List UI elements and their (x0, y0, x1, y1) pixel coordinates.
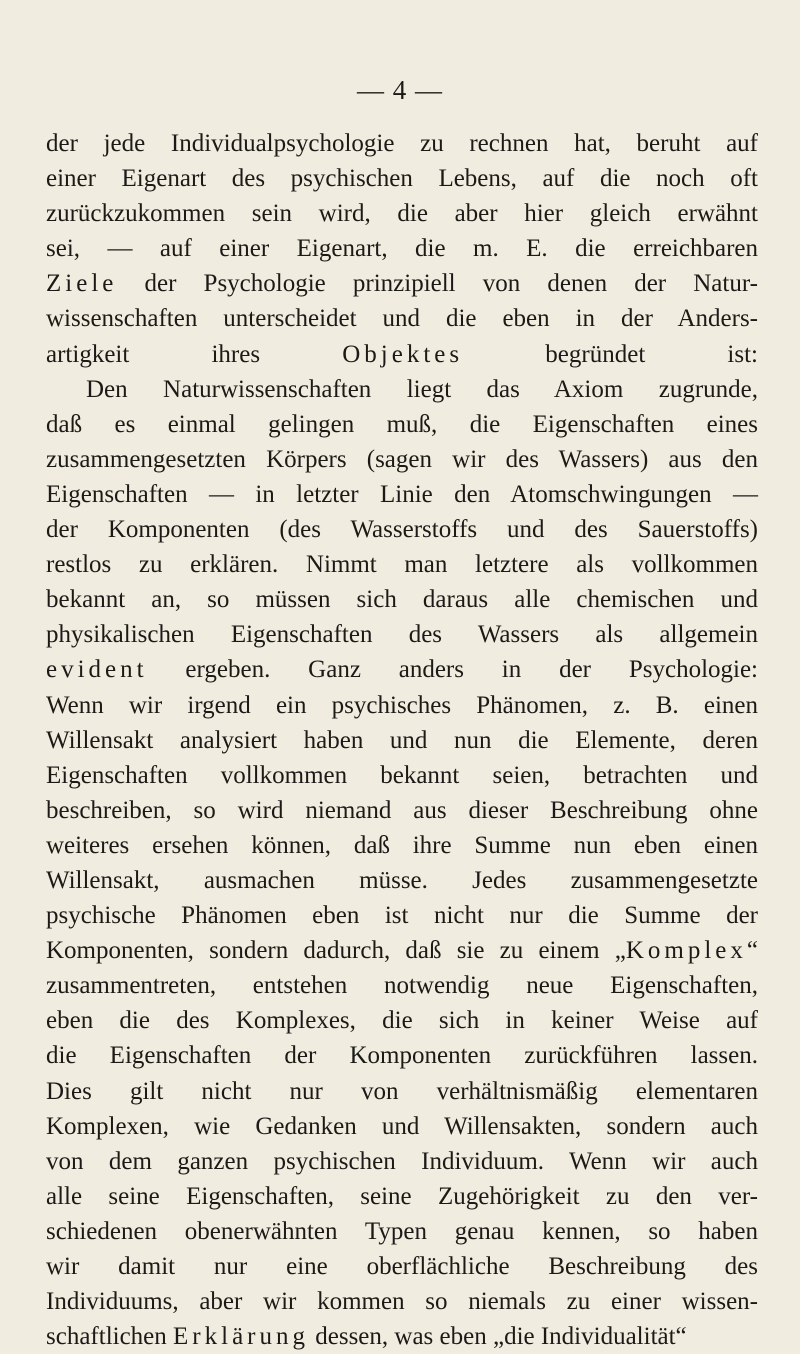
text-line (46, 477, 758, 512)
text-segment: der Komponenten (des Wasserstoffs und des Sauerstoffs) (46, 516, 758, 544)
text-line (46, 652, 758, 687)
emphasized-word: Erklärung (173, 1323, 309, 1351)
text-segment: sei, — auf einer Eigenart, die m. E. die erreichbaren (46, 235, 758, 263)
text-segment: der jede Individualpsychologie zu rechnen hat, beruht auf (46, 130, 758, 157)
text-segment: schiedenen obenerwähnten Typen genau kennen, so haben (46, 1217, 758, 1245)
text-segment: wir damit nur eine oberflächliche Beschreibung des (46, 1253, 758, 1280)
text-segment: zurückzukommen sein wird, die aber hier gleich erwähnt (46, 200, 758, 228)
text-segment: Komplexen, wie Gedanken und Willensakten, sondern auch (46, 1112, 758, 1140)
text-segment: psychische Phänomen eben ist nicht nur die Summe der (46, 902, 758, 930)
text-segment: von dem ganzen psychischen Individuum. Wenn wir auch (46, 1147, 758, 1175)
text-segment: der Psychologie prinzipiell von denen der Natur- (117, 270, 758, 298)
text-line (46, 617, 758, 652)
text-line (46, 688, 758, 723)
emphasized-word: Komplex (625, 937, 747, 965)
text-segment: die Eigenschaften der Komponenten zurückführen lassen. (46, 1042, 758, 1070)
text-line (46, 442, 758, 477)
text-segment: schaftlichen (46, 1323, 174, 1351)
text-line (46, 758, 758, 793)
text-segment: weiteres ersehen können, daß ihre Summe nun eben einen (46, 831, 758, 859)
text-line (46, 231, 758, 266)
text-line (46, 863, 758, 898)
text-line (46, 547, 758, 582)
text-segment: zusammentreten, entstehen notwendig neue Eigenschaften, (46, 972, 758, 1000)
text-line (46, 1249, 758, 1284)
text-segment: Komponenten, sondern dadurch, daß sie zu einem „ (46, 937, 626, 965)
body-text (46, 126, 758, 1354)
text-line (46, 1144, 758, 1179)
text-line (46, 828, 758, 863)
text-line (46, 126, 758, 161)
text-segment: Eigenschaften vollkommen bekannt seien, betrachten und (46, 761, 758, 789)
text-line (46, 1319, 758, 1354)
page-number: — 4 — (357, 75, 443, 105)
text-line (46, 1003, 758, 1038)
text-segment: Willensakt analysiert haben und nun die Elemente, deren (46, 726, 758, 754)
text-segment: Individuums, aber wir kommen so niemals zu einer wissen- (46, 1288, 758, 1316)
text-line (46, 582, 758, 617)
emphasized-word: Ziele (46, 270, 118, 298)
emphasized-word: evident (46, 656, 148, 684)
text-line (46, 1074, 758, 1109)
text-segment: dessen, was eben „die Individualität“ (309, 1323, 687, 1351)
text-segment: bekannt an, so müssen sich daraus alle chemischen und (46, 586, 758, 614)
emphasized-word: Objektes (342, 340, 464, 368)
text-segment: restlos zu erklären. Nimmt man letztere als vollkommen (46, 551, 758, 579)
text-segment: artigkeit ihres (46, 340, 343, 368)
text-line (46, 266, 758, 301)
text-segment: zusammengesetzten Körpers (sagen wir des Wassers) aus den (46, 445, 758, 473)
text-segment: “ (746, 937, 758, 965)
text-line (46, 723, 758, 758)
text-segment: Wenn wir irgend ein psychisches Phänomen, z. B. einen (46, 691, 758, 719)
text-segment: begründet ist: (463, 340, 758, 368)
text-line (46, 968, 758, 1003)
text-segment: beschreiben, so wird niemand aus dieser Beschreibung ohne (46, 796, 758, 824)
text-line (46, 1038, 758, 1073)
text-segment: alle seine Eigenschaften, seine Zugehörigkeit zu den ver- (46, 1182, 758, 1210)
text-line (46, 898, 758, 933)
text-segment: eben die des Komplexes, die sich in keiner Weise auf (46, 1007, 758, 1035)
text-segment: einer Eigenart des psychischen Lebens, auf die noch oft (46, 165, 758, 193)
text-segment: Den Naturwissenschaften liegt das Axiom zugrunde, (86, 375, 758, 403)
text-segment: daß es einmal gelingen muß, die Eigenschaften eines (46, 410, 758, 438)
text-line (46, 161, 758, 196)
text-segment: Dies gilt nicht nur von verhältnismäßig elementaren (46, 1077, 758, 1105)
text-line (46, 337, 758, 372)
text-line (46, 1214, 758, 1249)
text-line (46, 512, 758, 547)
text-line (46, 1109, 758, 1144)
text-segment: Willensakt, ausmachen müsse. Jedes zusammengesetzte (46, 866, 758, 894)
text-line (46, 793, 758, 828)
text-line (46, 196, 758, 231)
text-line (46, 933, 758, 968)
text-line (46, 1284, 758, 1319)
text-segment: wissenschaften unterscheidet und die eben in der Anders- (46, 305, 758, 333)
text-line (46, 301, 758, 336)
text-line (46, 372, 758, 407)
text-segment: physikalischen Eigenschaften des Wassers als allgemein (46, 621, 758, 649)
text-line (46, 1179, 758, 1214)
text-line (46, 407, 758, 442)
text-segment: ergeben. Ganz anders in der Psychologie: (147, 656, 758, 684)
text-segment: Eigenschaften — in letzter Linie den Atomschwingungen — (46, 480, 758, 508)
